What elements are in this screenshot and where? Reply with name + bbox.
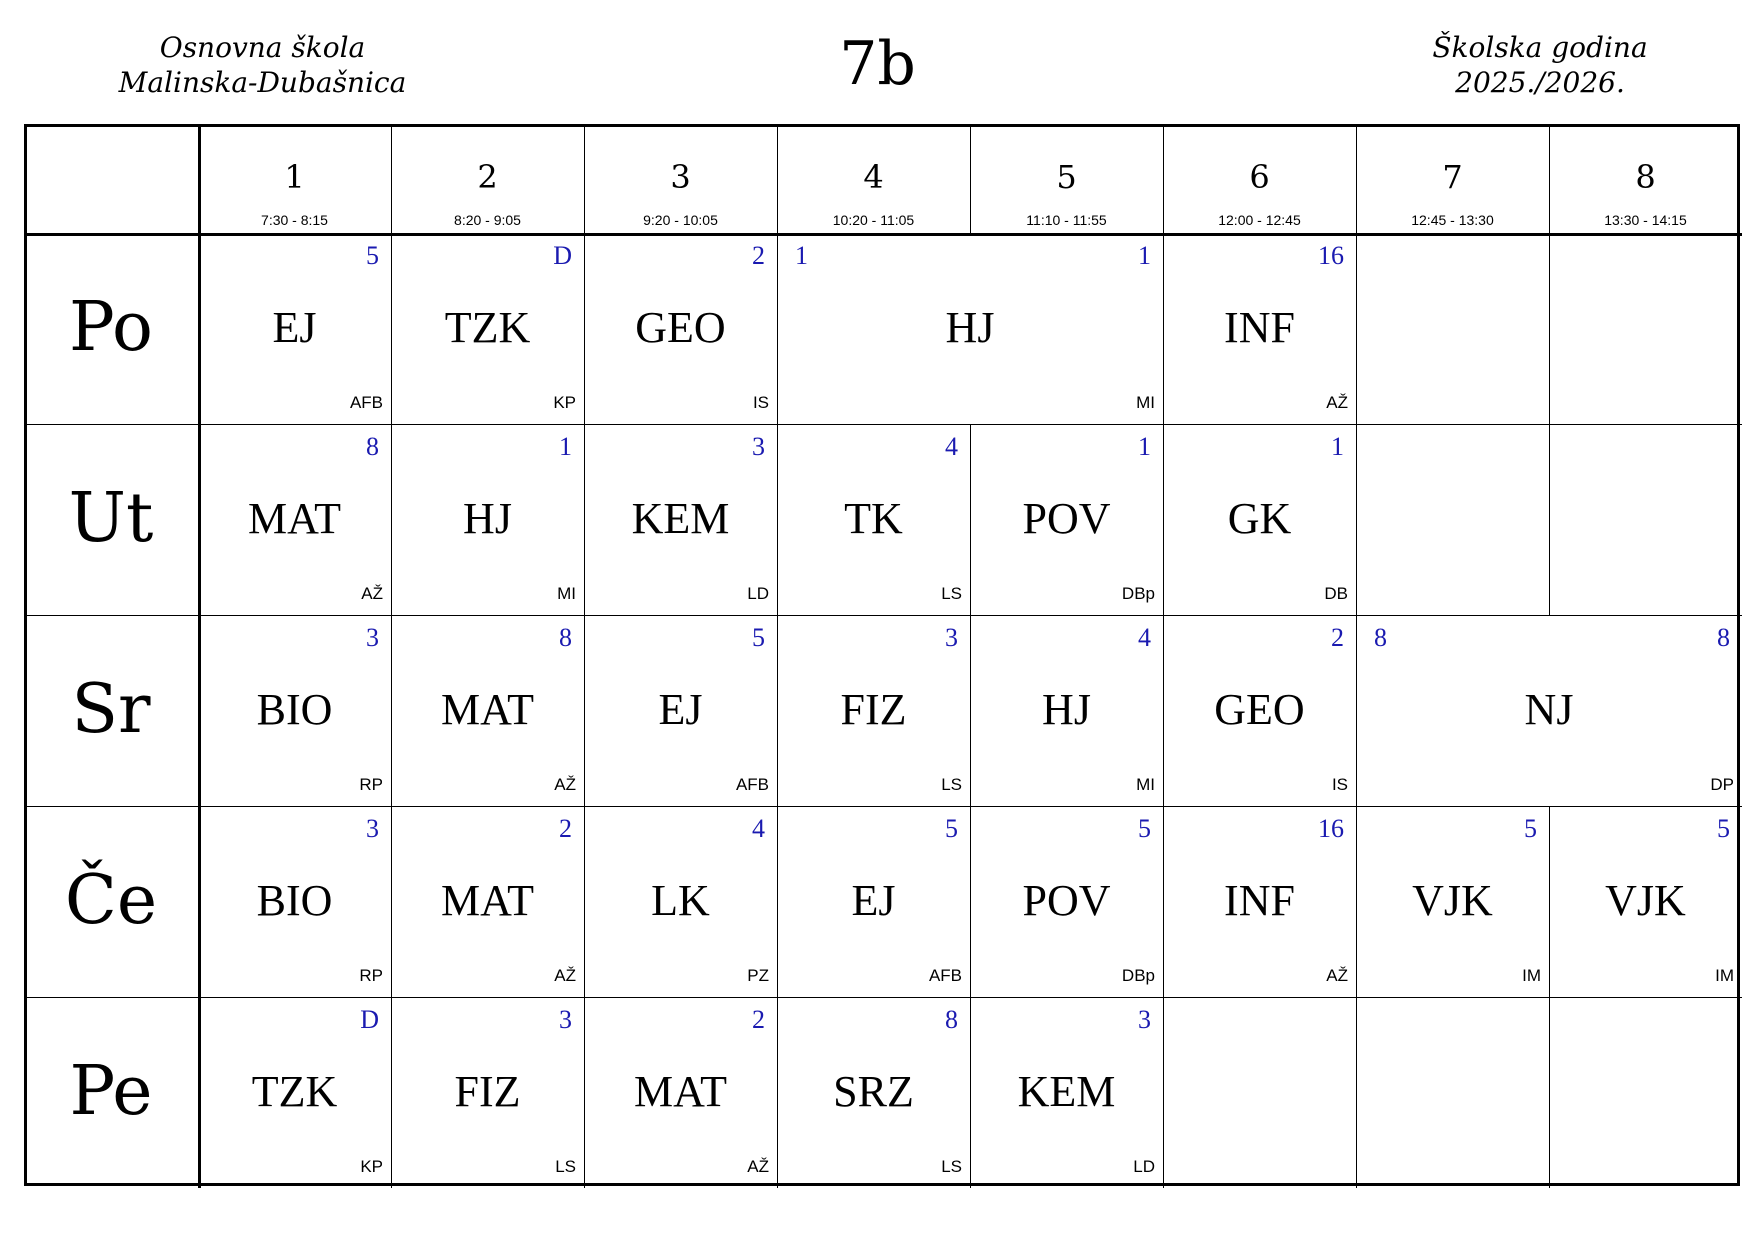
day-label: Sr <box>71 670 151 749</box>
period-time: 7:30 - 8:15 <box>261 212 328 228</box>
lesson-cell <box>777 233 1163 424</box>
lesson-subject: MAT <box>441 685 534 734</box>
lesson-teacher: PZ <box>747 966 769 985</box>
school-year <box>1390 30 1690 100</box>
lesson-subject: HJ <box>463 494 512 543</box>
lesson-room: 2 <box>1331 623 1344 652</box>
lesson-teacher: KP <box>553 393 576 412</box>
lesson-subject: KEM <box>631 494 730 543</box>
header-column-divider <box>1549 127 1550 233</box>
period-time: 12:45 - 13:30 <box>1411 212 1494 228</box>
period-number: 2 <box>477 158 498 196</box>
lesson-subject: VJK <box>1412 876 1493 925</box>
lesson-room-left: 8 <box>1374 623 1387 652</box>
lesson-cell <box>584 424 777 615</box>
lesson-cell <box>584 233 777 424</box>
period-time: 8:20 - 9:05 <box>454 212 521 228</box>
lesson-cell <box>198 806 391 997</box>
lesson-teacher: AFB <box>735 775 769 794</box>
period-number: 8 <box>1635 158 1656 196</box>
lesson-teacher: MI <box>1136 775 1155 794</box>
lesson-room: 16 <box>1318 241 1344 270</box>
lesson-room: 16 <box>1318 814 1344 843</box>
period-number: 5 <box>1056 158 1077 196</box>
lesson-cell <box>1163 233 1356 424</box>
lesson-room: 5 <box>366 241 379 270</box>
cell-divider <box>1356 424 1357 615</box>
lesson-room: 1 <box>1138 241 1151 270</box>
lesson-subject: EJ <box>851 876 896 925</box>
period-time: 12:00 - 12:45 <box>1218 212 1301 228</box>
lesson-teacher: IM <box>1522 966 1541 985</box>
lesson-room-left: 1 <box>795 241 808 270</box>
lesson-subject: EJ <box>658 685 703 734</box>
school-name-line2: Malinska-Dubašnica <box>118 66 407 99</box>
lesson-subject: FIZ <box>840 685 907 734</box>
lesson-room: 8 <box>559 623 572 652</box>
lesson-subject: LK <box>651 876 710 925</box>
day-label: Če <box>64 861 158 940</box>
period-number: 6 <box>1249 158 1270 196</box>
lesson-teacher: LS <box>941 1157 962 1176</box>
lesson-subject: GEO <box>635 303 726 352</box>
lesson-subject: HJ <box>1042 685 1091 734</box>
lesson-room: 8 <box>366 432 379 461</box>
lesson-cell <box>198 615 391 806</box>
header-column-divider <box>970 127 971 233</box>
lesson-teacher: DBp <box>1121 966 1155 985</box>
lesson-subject: MAT <box>441 876 534 925</box>
day-label: Po <box>69 288 153 367</box>
lesson-subject: GEO <box>1214 685 1305 734</box>
lesson-cell <box>1163 806 1356 997</box>
lesson-subject: MAT <box>634 1067 727 1116</box>
lesson-subject: MAT <box>248 494 341 543</box>
cell-divider <box>1356 233 1357 424</box>
lesson-cell <box>970 424 1163 615</box>
lesson-subject: POV <box>1022 876 1111 925</box>
lesson-subject: BIO <box>256 685 333 734</box>
lesson-subject: TK <box>844 494 903 543</box>
lesson-room: 4 <box>945 432 958 461</box>
lesson-room: 3 <box>559 1005 572 1034</box>
lesson-subject: FIZ <box>454 1067 521 1116</box>
period-number: 3 <box>670 158 691 196</box>
lesson-cell <box>1356 806 1549 997</box>
lesson-subject: HJ <box>945 303 995 352</box>
cell-divider <box>1549 233 1550 424</box>
lesson-teacher: AFB <box>928 966 962 985</box>
period-number: 1 <box>284 158 305 196</box>
lesson-teacher: LD <box>747 584 769 603</box>
lesson-teacher: MI <box>557 584 576 603</box>
lesson-cell <box>1163 615 1356 806</box>
lesson-subject: TZK <box>444 303 531 352</box>
lesson-room: 3 <box>752 432 765 461</box>
cell-divider <box>1549 997 1550 1188</box>
lesson-teacher: AŽ <box>747 1157 769 1176</box>
lesson-room: 2 <box>559 814 572 843</box>
lesson-teacher: AŽ <box>1326 393 1348 412</box>
lesson-room: 3 <box>366 814 379 843</box>
lesson-subject: INF <box>1224 876 1295 925</box>
lesson-cell <box>970 806 1163 997</box>
lesson-teacher: AŽ <box>361 584 383 603</box>
lesson-teacher: IS <box>752 393 769 412</box>
period-time: 11:10 - 11:55 <box>1026 212 1107 228</box>
lesson-room: 5 <box>1138 814 1151 843</box>
lesson-cell <box>970 615 1163 806</box>
lesson-teacher: AŽ <box>554 966 576 985</box>
lesson-subject: BIO <box>256 876 333 925</box>
timetable-grid <box>24 124 1740 1186</box>
lesson-cell <box>777 615 970 806</box>
header-column-divider <box>391 127 392 233</box>
lesson-room: 1 <box>559 432 572 461</box>
lesson-subject: NJ <box>1524 685 1574 734</box>
lesson-cell <box>391 806 584 997</box>
lesson-cell <box>970 997 1163 1188</box>
lesson-subject: INF <box>1224 303 1295 352</box>
lesson-room: 3 <box>366 623 379 652</box>
lesson-room: 5 <box>1717 814 1730 843</box>
lesson-room: 5 <box>752 623 765 652</box>
lesson-room: D <box>553 241 572 270</box>
lesson-room: 2 <box>752 1005 765 1034</box>
lesson-teacher: IS <box>1331 775 1348 794</box>
lesson-cell <box>1549 806 1742 997</box>
lesson-subject: VJK <box>1605 876 1686 925</box>
lesson-cell <box>584 997 777 1188</box>
header-column-divider <box>584 127 585 233</box>
lesson-room: 5 <box>945 814 958 843</box>
lesson-subject: TZK <box>251 1067 338 1116</box>
lesson-teacher: MI <box>1136 393 1155 412</box>
day-label: Ut <box>68 479 154 558</box>
lesson-cell <box>198 424 391 615</box>
lesson-room: 5 <box>1524 814 1537 843</box>
day-label: Pe <box>69 1052 153 1131</box>
lesson-room: 4 <box>1138 623 1151 652</box>
header-column-divider <box>777 127 778 233</box>
lesson-teacher: DB <box>1324 584 1348 603</box>
lesson-cell <box>1163 424 1356 615</box>
lesson-subject: GK <box>1227 494 1292 543</box>
lesson-subject: KEM <box>1017 1067 1116 1116</box>
lesson-room: 4 <box>752 814 765 843</box>
school-year-line2: 2025./2026. <box>1455 66 1625 99</box>
period-number: 7 <box>1442 158 1463 196</box>
lesson-cell <box>391 233 584 424</box>
period-time: 13:30 - 14:15 <box>1604 212 1687 228</box>
lesson-teacher: RP <box>359 966 383 985</box>
lesson-room: 3 <box>945 623 958 652</box>
lesson-cell <box>391 615 584 806</box>
lesson-teacher: KP <box>360 1157 383 1176</box>
lesson-teacher: AFB <box>349 393 383 412</box>
lesson-cell <box>391 424 584 615</box>
period-time: 9:20 - 10:05 <box>643 212 718 228</box>
class-title: 7b <box>839 29 916 99</box>
lesson-cell <box>198 233 391 424</box>
lesson-teacher: DP <box>1710 775 1734 794</box>
lesson-cell <box>1356 615 1742 806</box>
lesson-teacher: LS <box>941 775 962 794</box>
lesson-cell <box>777 424 970 615</box>
lesson-cell <box>391 997 584 1188</box>
lesson-teacher: LS <box>941 584 962 603</box>
lesson-room: 8 <box>945 1005 958 1034</box>
lesson-room: D <box>360 1005 379 1034</box>
cell-divider <box>1549 424 1550 615</box>
lesson-teacher: AŽ <box>1326 966 1348 985</box>
lesson-room: 2 <box>752 241 765 270</box>
header-column-divider <box>1356 127 1357 233</box>
lesson-teacher: AŽ <box>554 775 576 794</box>
lesson-teacher: IM <box>1715 966 1734 985</box>
period-time: 10:20 - 11:05 <box>832 212 915 228</box>
lesson-subject: POV <box>1022 494 1111 543</box>
school-name-line1: Osnovna škola <box>159 31 366 64</box>
lesson-subject: EJ <box>272 303 317 352</box>
cell-divider <box>1163 997 1164 1188</box>
lesson-cell <box>584 615 777 806</box>
lesson-teacher: DBp <box>1121 584 1155 603</box>
period-number: 4 <box>863 158 884 196</box>
lesson-teacher: LS <box>555 1157 576 1176</box>
lesson-cell <box>777 997 970 1188</box>
lesson-subject: SRZ <box>833 1067 914 1116</box>
lesson-room: 3 <box>1138 1005 1151 1034</box>
cell-divider <box>1356 997 1357 1188</box>
lesson-room: 1 <box>1138 432 1151 461</box>
lesson-cell <box>777 806 970 997</box>
lesson-room: 1 <box>1331 432 1344 461</box>
header-column-divider <box>1163 127 1164 233</box>
school-year-line1: Školska godina <box>1432 31 1648 64</box>
lesson-teacher: RP <box>359 775 383 794</box>
lesson-teacher: LD <box>1133 1157 1155 1176</box>
lesson-room: 8 <box>1717 623 1730 652</box>
lesson-cell <box>584 806 777 997</box>
lesson-cell <box>198 997 391 1188</box>
